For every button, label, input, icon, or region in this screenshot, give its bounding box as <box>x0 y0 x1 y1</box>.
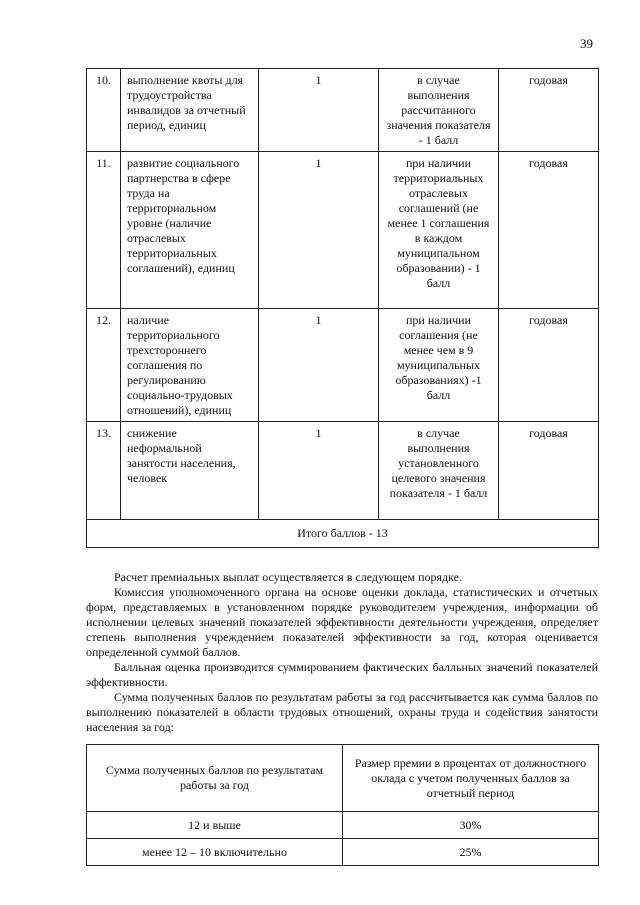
indicator-name: наличие территориального трехстороннего соглашения по регулированию социально-трудовых отношений), единиц <box>121 309 259 422</box>
table-row <box>87 839 599 866</box>
row-number: 12. <box>87 309 121 422</box>
bonus-score: менее 12 – 10 включительно <box>87 839 343 866</box>
bonus-score: 12 и выше <box>87 812 343 839</box>
table-row <box>87 422 599 520</box>
indicator-period: годовая <box>499 422 599 520</box>
bonus-header-row <box>87 745 599 812</box>
indicator-period: годовая <box>499 152 599 309</box>
bonus-percent: 30% <box>343 812 599 839</box>
indicator-condition: при наличии соглашения (не менее чем в 9 муниципальных образованиях) -1 балл <box>379 309 499 422</box>
paragraph-calculation: Расчет премиальных выплат осуществляется в следующем порядке. <box>114 570 462 584</box>
indicators-table <box>86 68 599 548</box>
indicator-name: снижение неформальной занятости населения, человек <box>121 422 259 520</box>
table-row <box>87 69 599 152</box>
indicator-condition: в случае выполнения установленного целевого значения показателя - 1 балл <box>379 422 499 520</box>
bonus-percent: 25% <box>343 839 599 866</box>
indicator-value: 1 <box>259 69 379 152</box>
indicator-name: развитие социального партнерства в сфере труда на территориальном уровне (наличие отраслевых территориальных соглашений), единиц <box>121 152 259 309</box>
page-number: 39 <box>580 36 593 51</box>
row-number: 11. <box>87 152 121 309</box>
indicator-value: 1 <box>259 152 379 309</box>
total-row <box>87 520 599 548</box>
indicator-value: 1 <box>259 309 379 422</box>
row-number: 10. <box>87 69 121 152</box>
paragraph-sum: Сумма полученных баллов по результатам работы за год рассчитывается как сумма баллов по выполнению показателей в области трудовых отношений, охраны труда и содействия занятости населения за год: <box>86 690 598 734</box>
indicator-period: годовая <box>499 69 599 152</box>
row-number: 13. <box>87 422 121 520</box>
table-row <box>87 812 599 839</box>
total-score: Итого баллов - 13 <box>87 520 599 548</box>
indicator-condition: в случае выполнения рассчитанного значения показателя - 1 балл <box>379 69 499 152</box>
paragraph-commission: Комиссия уполномоченного органа на основе оценки доклада, статистических и отчетных форм, представляемых в установленном порядке руководителем учреждения, информации об исполнении целевых значений показателей эффективности деятельности учреждения, определяет степень выполнения учреждением показателей эффективности за год, которая оценивается определенной суммой баллов. <box>86 585 598 659</box>
indicator-name: выполнение квоты для трудоустройства инвалидов за отчетный период, единиц <box>121 69 259 152</box>
table-row <box>87 309 599 422</box>
paragraph-scoring: Балльная оценка производится суммированием фактических балльных значений показателей эффективности. <box>86 660 598 689</box>
bonus-header-score: Сумма полученных баллов по результатам работы за год <box>87 745 343 812</box>
indicator-condition: при наличии территориальных отраслевых соглашений (не менее 1 соглашения в каждом муниципальном образовании) - 1 балл <box>379 152 499 309</box>
bonus-table <box>86 744 599 866</box>
table-row <box>87 152 599 309</box>
indicator-value: 1 <box>259 422 379 520</box>
indicator-period: годовая <box>499 309 599 422</box>
bonus-header-percent: Размер премии в процентах от должностного оклада с учетом полученных баллов за отчетный период <box>343 745 599 812</box>
